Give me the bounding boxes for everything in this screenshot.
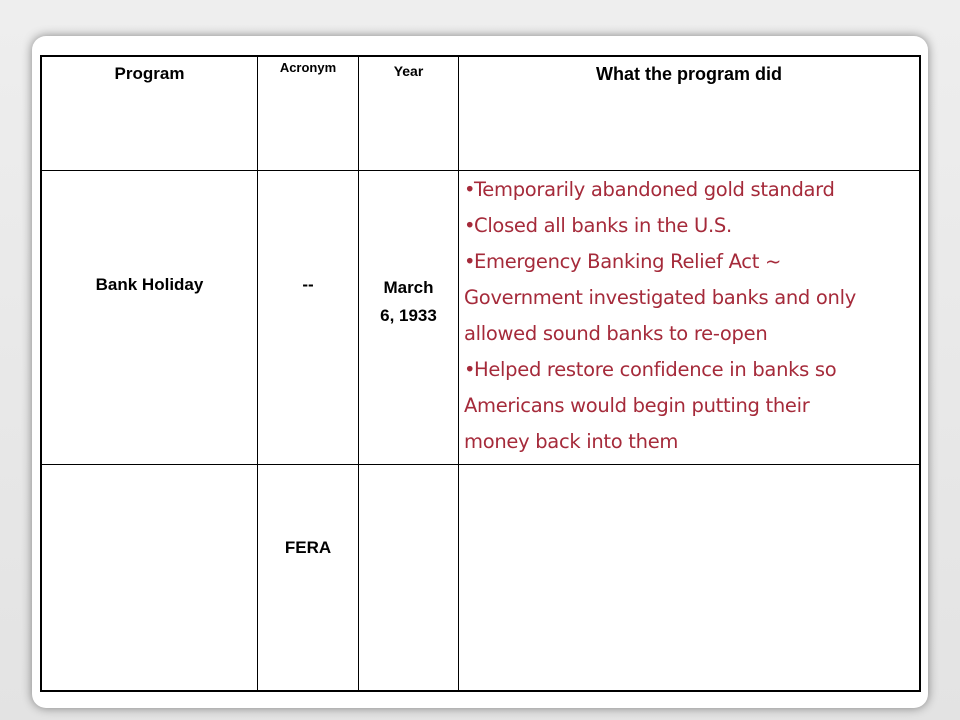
row1-year-line2: 6, 1933 [380, 306, 437, 325]
table-row-divider-2 [40, 464, 921, 465]
description-item: •Closed all banks in the U.S. [464, 208, 919, 244]
bullet-icon: • [464, 358, 476, 381]
description-continuation: Americans would begin putting their [464, 394, 810, 417]
row1-acronym: -- [302, 275, 314, 294]
row2-description [459, 466, 919, 690]
table-border-top [40, 55, 921, 57]
description-continuation: allowed sound banks to re-open [464, 322, 768, 345]
row1-year [359, 274, 458, 330]
row1-description [464, 172, 919, 460]
bullet-icon: • [464, 178, 476, 201]
bullet-icon: • [464, 250, 476, 273]
header-description: What the program did [596, 64, 782, 84]
table-border-right [919, 55, 921, 692]
row1-program: Bank Holiday [95, 275, 204, 294]
header-program: Program [114, 64, 185, 83]
bullet-icon: • [464, 214, 476, 237]
row2-acronym: FERA [284, 538, 332, 557]
table-border-bottom [40, 690, 921, 692]
header-acronym: Acronym [279, 60, 337, 75]
description-item: •Emergency Banking Relief Act ~ Government investigated banks and only allowed sound banks to re-open [464, 244, 919, 352]
table-row-divider-1 [40, 170, 921, 171]
table-border-left [40, 55, 42, 692]
column-divider-1 [257, 55, 258, 692]
description-item: •Temporarily abandoned gold standard [464, 172, 919, 208]
description-continuation: Government investigated banks and only [464, 286, 856, 309]
description-continuation: money back into them [464, 430, 679, 453]
description-item: •Helped restore confidence in banks so Americans would begin putting their money back into them [464, 352, 919, 460]
column-divider-2 [358, 55, 359, 692]
header-year: Year [393, 63, 424, 79]
row1-year-line1: March [383, 278, 434, 297]
